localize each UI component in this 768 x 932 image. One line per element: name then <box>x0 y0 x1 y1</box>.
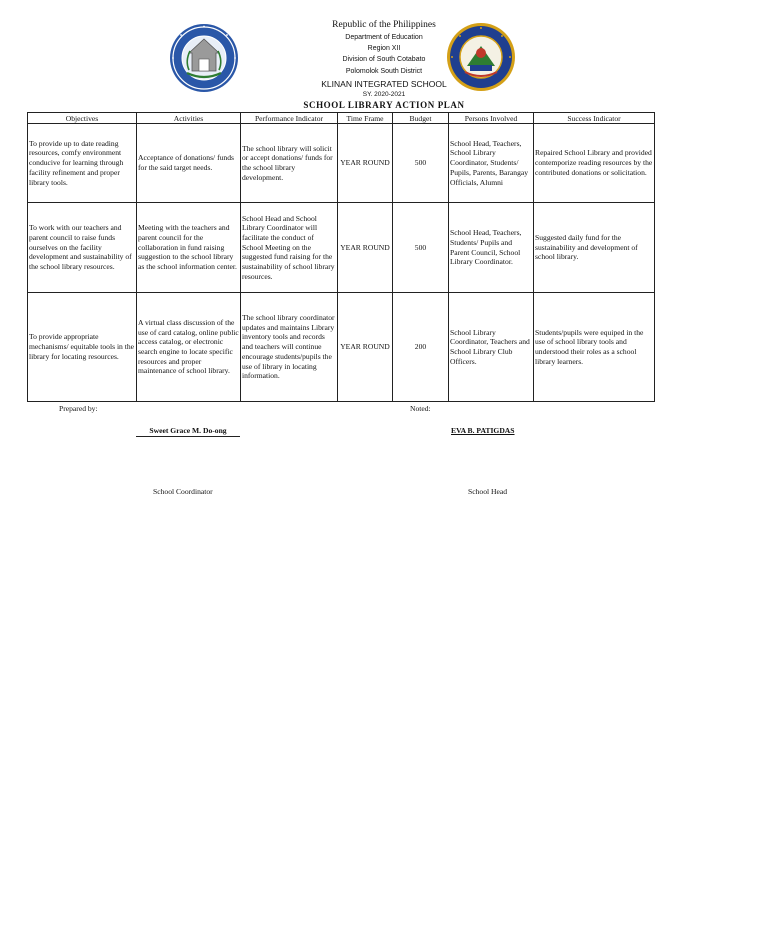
school-name: KLINAN INTEGRATED SCHOOL <box>321 79 447 89</box>
column-header-time-frame: Time Frame <box>338 113 393 124</box>
school-seal-logo <box>169 23 239 93</box>
budget-cell: 500 <box>393 124 449 203</box>
activity-cell: A virtual class discussion of the use of card catalog, online public access catalog, or electronic search engine to locate specific resources and proper maintenance of school library. <box>137 293 241 402</box>
performance-indicator-cell: School Head and School Library Coordinator will facilitate the conduct of School Meeting on the suggested fund raising for the sustainability of school library resources. <box>241 203 338 293</box>
school-year: SY. 2020-2021 <box>362 91 406 98</box>
persons-involved-cell: School Head, Teachers, School Library Coordinator, Students/ Pupils, Parents, Barangay Officials, Alumni <box>449 124 534 203</box>
column-header-objectives: Objectives <box>28 113 137 124</box>
coordinator-role: School Coordinator <box>153 487 213 496</box>
division-line: Division of South Cotabato <box>342 56 426 63</box>
column-header-persons-involved: Persons Involved <box>449 113 534 124</box>
budget-cell: 200 <box>393 293 449 402</box>
coordinator-name: Sweet Grace M. Do-ong <box>136 426 240 437</box>
column-header-success-indicator: Success Indicator <box>534 113 655 124</box>
table-header-row <box>28 113 655 124</box>
table-row <box>28 293 655 402</box>
success-indicator-cell: Repaired School Library and provided contemporize reading resources by the contributed donations or solicitation. <box>534 124 655 203</box>
republic-line: Republic of the Philippines <box>332 20 436 30</box>
persons-involved-cell: School Library Coordinator, Teachers and School Library Club Officers. <box>449 293 534 402</box>
column-header-activities: Activities <box>137 113 241 124</box>
objective-cell: To provide appropriate mechanisms/ equitable tools in the library for locating resources. <box>28 293 137 402</box>
activity-cell: Meeting with the teachers and parent council for the collaboration in fund raising suggestion to the school library as the school information center. <box>137 203 241 293</box>
table-row <box>28 124 655 203</box>
school-head-name: EVA B. PATIGDAS <box>451 426 515 435</box>
column-header-budget: Budget <box>393 113 449 124</box>
objective-cell: To work with our teachers and parent council to raise funds ourselves on the facility development and sustainability of the school library resources. <box>28 203 137 293</box>
time-frame-cell: YEAR ROUND <box>338 203 393 293</box>
document-title: SCHOOL LIBRARY ACTION PLAN <box>303 100 465 110</box>
budget-cell: 500 <box>393 203 449 293</box>
activity-cell: Acceptance of donations/ funds for the said target needs. <box>137 124 241 203</box>
objective-cell: To provide up to date reading resources, comfy environment conducive for learning through facility refinement and proper library tools. <box>28 124 137 203</box>
noted-label: Noted: <box>410 404 431 413</box>
success-indicator-cell: Suggested daily fund for the sustainability and development of school library. <box>534 203 655 293</box>
performance-indicator-cell: The school library coordinator updates and maintains Library inventory tools and records and teachers will continue encourage students/pupils the use of library in locating information. <box>241 293 338 402</box>
region-line: Region XII <box>367 45 401 52</box>
column-header-performance-indicator: Performance Indicator <box>241 113 338 124</box>
division-seal-logo <box>443 22 519 92</box>
success-indicator-cell: Students/pupils were equiped in the use of school library tools and understood their roles as a school library learners. <box>534 293 655 402</box>
school-head-role: School Head <box>468 487 508 496</box>
action-plan-table <box>27 112 655 402</box>
time-frame-cell: YEAR ROUND <box>338 124 393 203</box>
table-row <box>28 203 655 293</box>
time-frame-cell: YEAR ROUND <box>338 293 393 402</box>
persons-involved-cell: School Head, Teachers, Students/ Pupils and Parent Council, School Library Coordinator. <box>449 203 534 293</box>
department-line: Department of Education <box>345 34 423 41</box>
district-line: Polomolok South District <box>345 68 423 75</box>
performance-indicator-cell: The school library will solicit or accept donations/ funds for the school library development. <box>241 124 338 203</box>
prepared-by-label: Prepared by: <box>59 404 98 413</box>
